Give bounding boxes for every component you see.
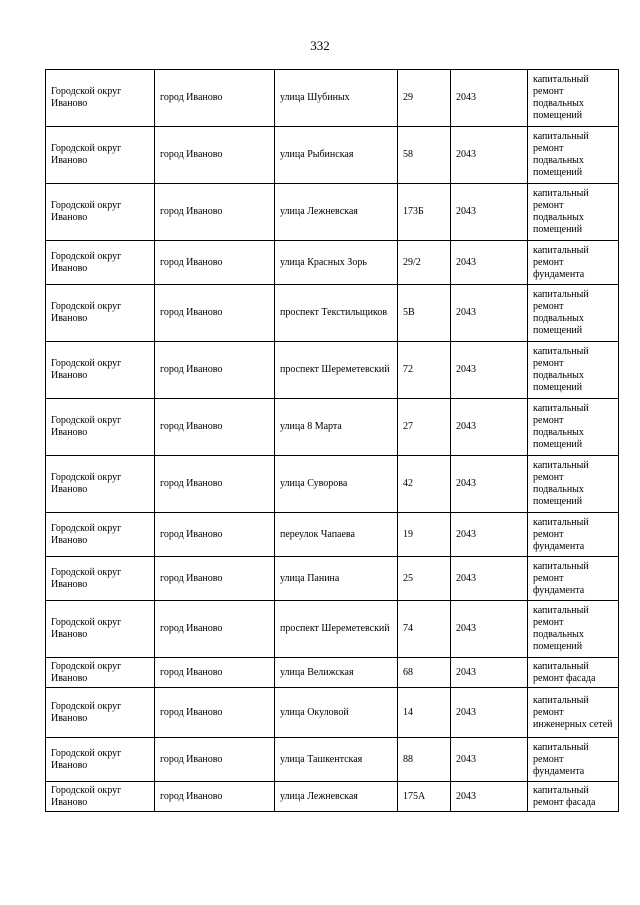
table-row (46, 557, 619, 601)
work-type-cell: капитальный ремонт подвальных помещений (528, 601, 619, 658)
work-type-cell: капитальный ремонт подвальных помещений (528, 127, 619, 184)
work-type-cell: капитальный ремонт фундамента (528, 738, 619, 782)
street-cell: улица Рыбинская (275, 127, 398, 184)
housing-repair-table (45, 69, 619, 812)
district-cell: Городской округ Иваново (46, 184, 155, 241)
year-cell: 2043 (451, 184, 528, 241)
work-type-cell: капитальный ремонт инженерных сетей (528, 688, 619, 738)
house-number-cell: 68 (398, 658, 451, 688)
work-type-cell: капитальный ремонт подвальных помещений (528, 399, 619, 456)
table-row (46, 658, 619, 688)
district-cell: Городской округ Иваново (46, 399, 155, 456)
work-type-cell: капитальный ремонт подвальных помещений (528, 285, 619, 342)
locality-cell: город Иваново (155, 513, 275, 557)
street-cell: улица Лежневская (275, 782, 398, 812)
district-cell: Городской округ Иваново (46, 513, 155, 557)
year-cell: 2043 (451, 782, 528, 812)
district-cell: Городской округ Иваново (46, 342, 155, 399)
table-row (46, 127, 619, 184)
year-cell: 2043 (451, 658, 528, 688)
district-cell: Городской округ Иваново (46, 688, 155, 738)
year-cell: 2043 (451, 127, 528, 184)
locality-cell: город Иваново (155, 658, 275, 688)
page-number: 332 (310, 38, 330, 53)
year-cell: 2043 (451, 241, 528, 285)
year-cell: 2043 (451, 399, 528, 456)
table-row (46, 342, 619, 399)
locality-cell: город Иваново (155, 127, 275, 184)
district-cell: Городской округ Иваново (46, 127, 155, 184)
street-cell: улица Красных Зорь (275, 241, 398, 285)
street-cell: улица Лежневская (275, 184, 398, 241)
street-cell: улица Шубиных (275, 70, 398, 127)
district-cell: Городской округ Иваново (46, 782, 155, 812)
table-row (46, 184, 619, 241)
table-row (46, 738, 619, 782)
house-number-cell: 5В (398, 285, 451, 342)
year-cell: 2043 (451, 342, 528, 399)
house-number-cell: 27 (398, 399, 451, 456)
street-cell: улица Суворова (275, 456, 398, 513)
work-type-cell: капитальный ремонт подвальных помещений (528, 456, 619, 513)
locality-cell: город Иваново (155, 342, 275, 399)
street-cell: улица Панина (275, 557, 398, 601)
locality-cell: город Иваново (155, 601, 275, 658)
house-number-cell: 19 (398, 513, 451, 557)
street-cell: улица Ташкентская (275, 738, 398, 782)
house-number-cell: 25 (398, 557, 451, 601)
district-cell: Городской округ Иваново (46, 601, 155, 658)
street-cell: переулок Чапаева (275, 513, 398, 557)
year-cell: 2043 (451, 601, 528, 658)
locality-cell: город Иваново (155, 456, 275, 513)
table-row (46, 601, 619, 658)
locality-cell: город Иваново (155, 782, 275, 812)
work-type-cell: капитальный ремонт фасада (528, 658, 619, 688)
locality-cell: город Иваново (155, 184, 275, 241)
locality-cell: город Иваново (155, 688, 275, 738)
year-cell: 2043 (451, 285, 528, 342)
house-number-cell: 88 (398, 738, 451, 782)
district-cell: Городской округ Иваново (46, 285, 155, 342)
work-type-cell: капитальный ремонт подвальных помещений (528, 70, 619, 127)
street-cell: проспект Шереметевский (275, 342, 398, 399)
street-cell: улица 8 Марта (275, 399, 398, 456)
house-number-cell: 173Б (398, 184, 451, 241)
street-cell: улица Велижская (275, 658, 398, 688)
work-type-cell: капитальный ремонт фундамента (528, 241, 619, 285)
year-cell: 2043 (451, 738, 528, 782)
table-body (46, 70, 619, 812)
locality-cell: город Иваново (155, 241, 275, 285)
locality-cell: город Иваново (155, 738, 275, 782)
table-row (46, 688, 619, 738)
table-row (46, 782, 619, 812)
table-row (46, 285, 619, 342)
table-row (46, 70, 619, 127)
table-row (46, 399, 619, 456)
district-cell: Городской округ Иваново (46, 658, 155, 688)
locality-cell: город Иваново (155, 285, 275, 342)
district-cell: Городской округ Иваново (46, 738, 155, 782)
street-cell: проспект Текстильщиков (275, 285, 398, 342)
street-cell: улица Окуловой (275, 688, 398, 738)
year-cell: 2043 (451, 688, 528, 738)
year-cell: 2043 (451, 557, 528, 601)
house-number-cell: 72 (398, 342, 451, 399)
table-row (46, 456, 619, 513)
year-cell: 2043 (451, 70, 528, 127)
table-row (46, 513, 619, 557)
district-cell: Городской округ Иваново (46, 557, 155, 601)
work-type-cell: капитальный ремонт фасада (528, 782, 619, 812)
table-row (46, 241, 619, 285)
work-type-cell: капитальный ремонт подвальных помещений (528, 184, 619, 241)
year-cell: 2043 (451, 513, 528, 557)
locality-cell: город Иваново (155, 399, 275, 456)
district-cell: Городской округ Иваново (46, 456, 155, 513)
work-type-cell: капитальный ремонт подвальных помещений (528, 342, 619, 399)
district-cell: Городской округ Иваново (46, 70, 155, 127)
work-type-cell: капитальный ремонт фундамента (528, 513, 619, 557)
house-number-cell: 175А (398, 782, 451, 812)
work-type-cell: капитальный ремонт фундамента (528, 557, 619, 601)
district-cell: Городской округ Иваново (46, 241, 155, 285)
year-cell: 2043 (451, 456, 528, 513)
house-number-cell: 29 (398, 70, 451, 127)
house-number-cell: 29/2 (398, 241, 451, 285)
house-number-cell: 74 (398, 601, 451, 658)
house-number-cell: 42 (398, 456, 451, 513)
locality-cell: город Иваново (155, 557, 275, 601)
house-number-cell: 58 (398, 127, 451, 184)
house-number-cell: 14 (398, 688, 451, 738)
street-cell: проспект Шереметевский (275, 601, 398, 658)
locality-cell: город Иваново (155, 70, 275, 127)
